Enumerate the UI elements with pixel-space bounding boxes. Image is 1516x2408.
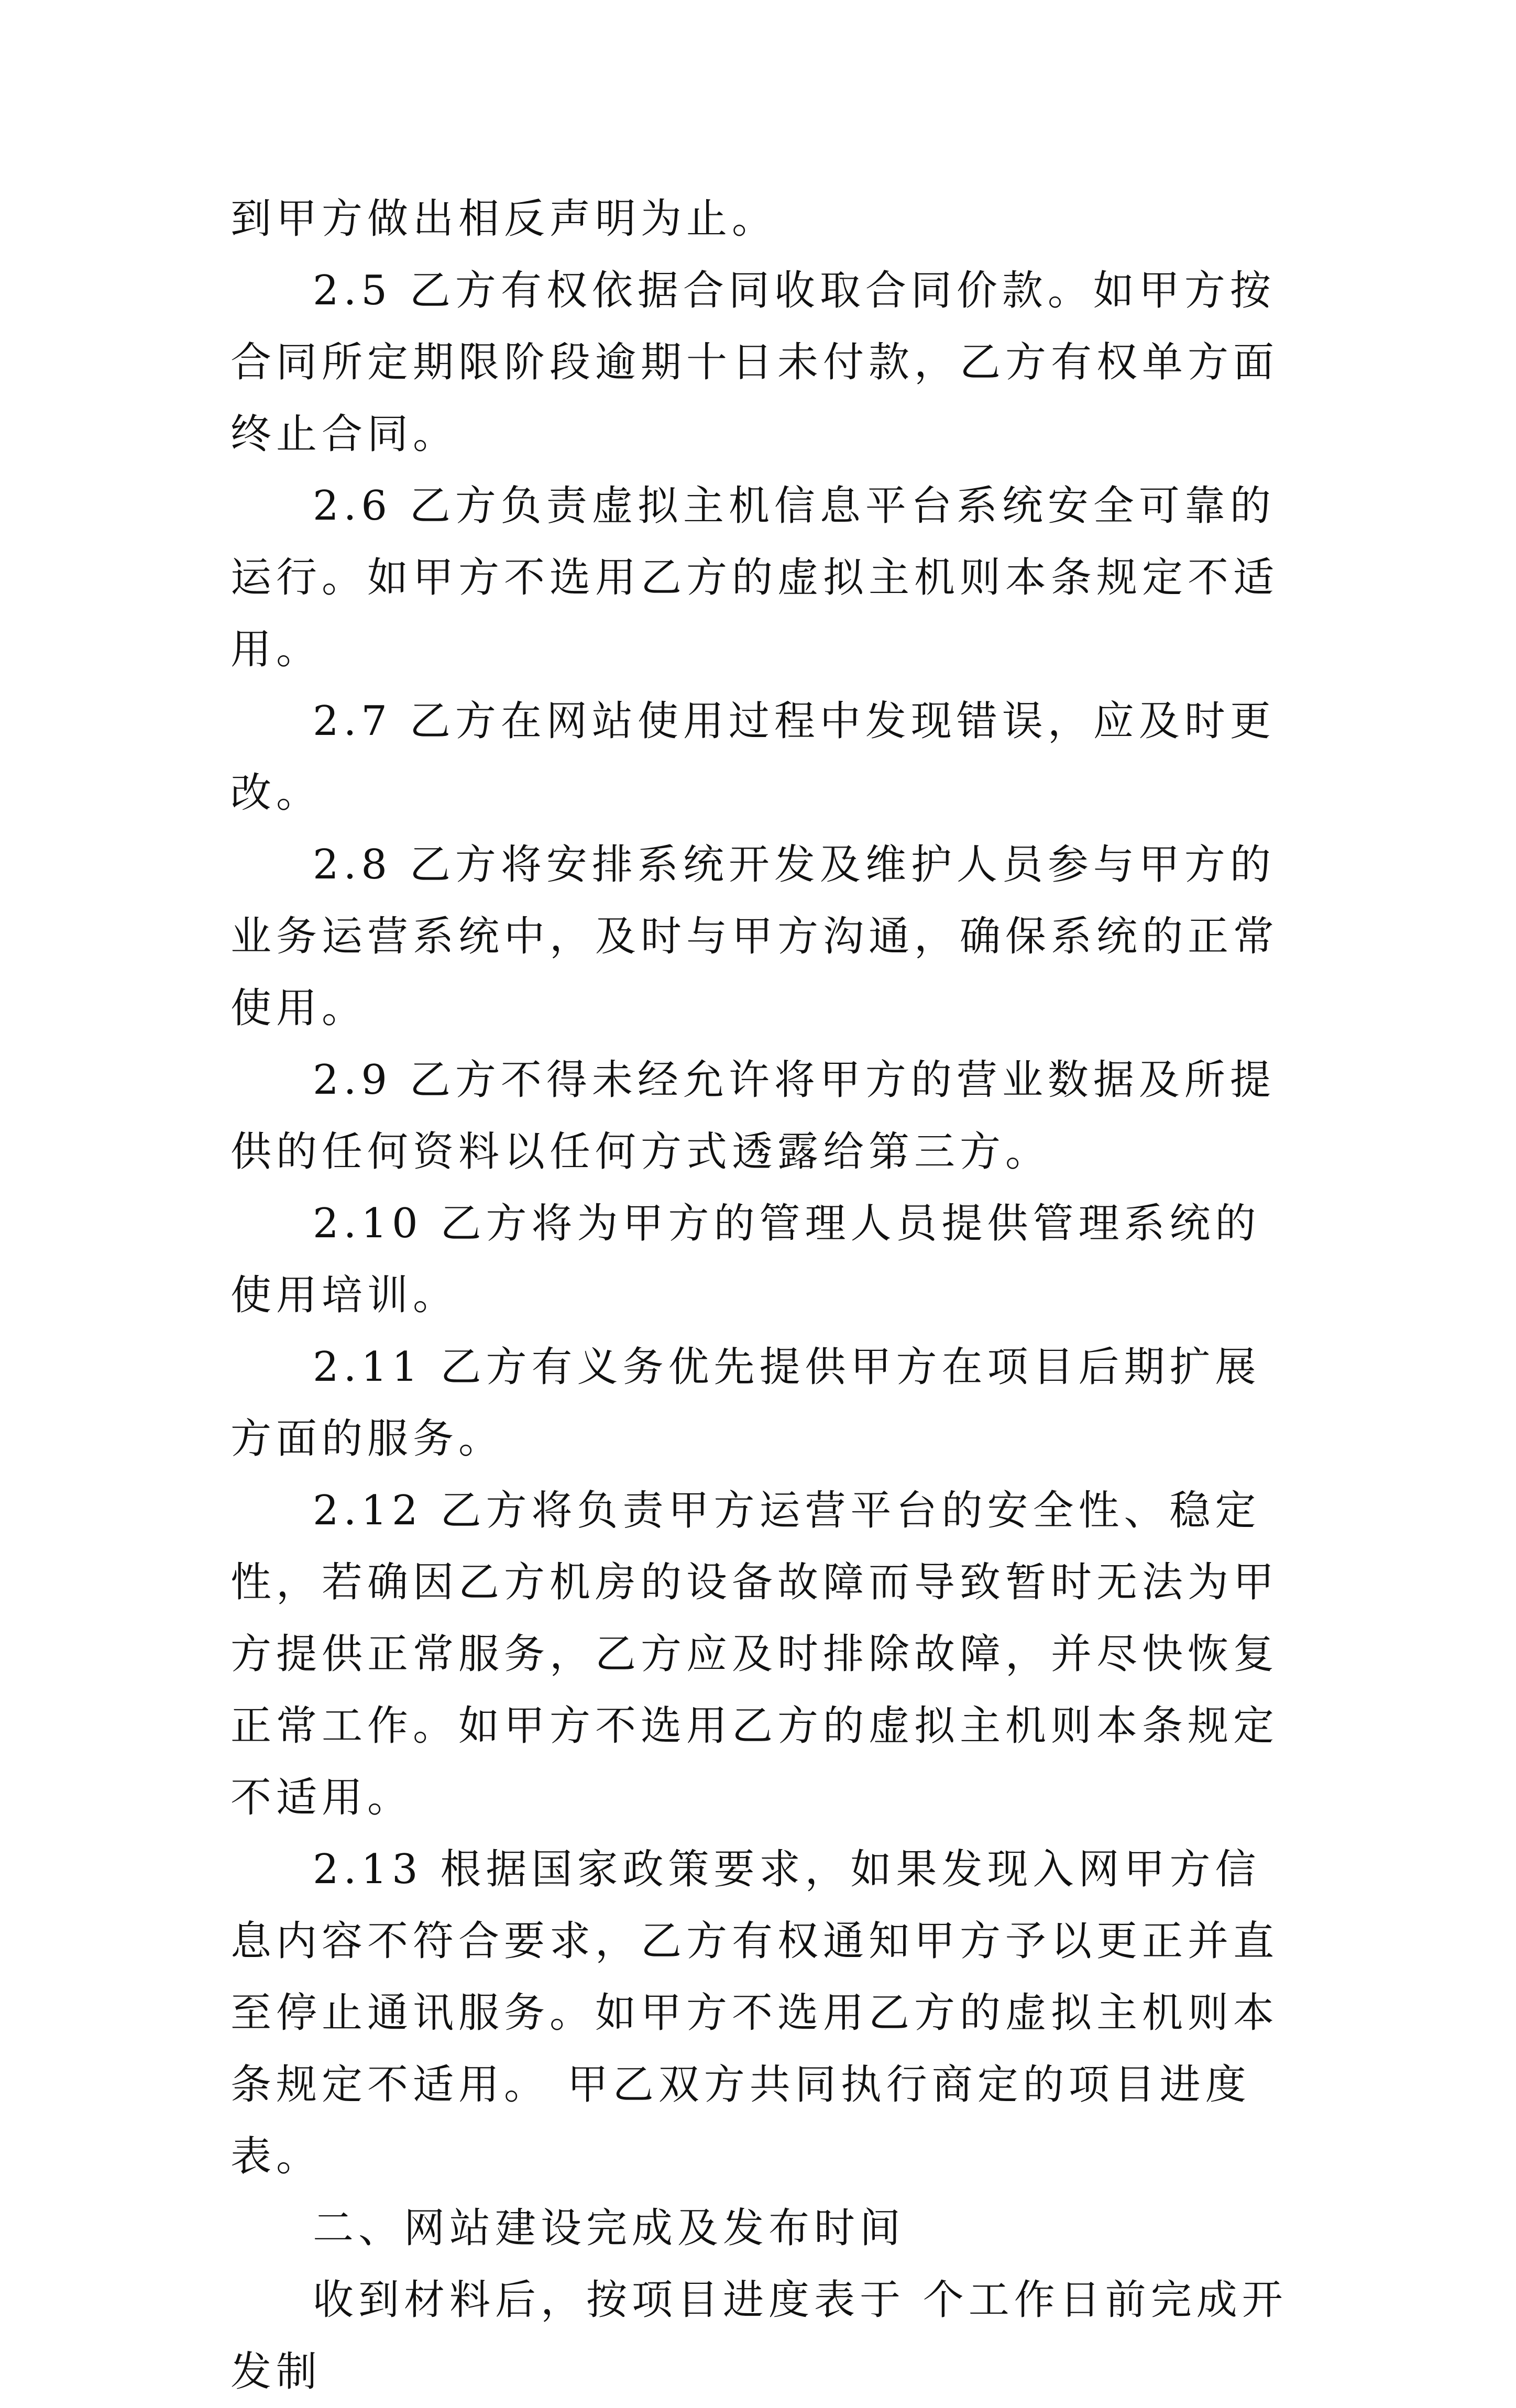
clause-2-6: 2.6 乙方负责虚拟主机信息平台系统安全可靠的运行。如甲方不选用乙方的虚拟主机则本条规定不适用。 (230, 482, 1279, 673)
paragraph-continuation: 到甲方做出相反声明为止。 (230, 195, 778, 243)
clause-2-7: 2.7 乙方在网站使用过程中发现错误，应及时更改。 (230, 698, 1276, 817)
clause-2-9: 2.9 乙方不得未经允许将甲方的营业数据及所提供的任何资料以任何方式透露给第三方。 (230, 1057, 1276, 1175)
clause-2-13: 2.13 根据国家政策要求，如果发现入网甲方信息内容不符合要求，乙方有权通知甲方予以更正并直至停止通讯服务。如甲方不选用乙方的虚拟主机则本条规定不适用。 甲乙双方共同执行商定的项目进度表。 (230, 1846, 1279, 2180)
clause-2-11: 2.11 乙方有义务优先提供甲方在项目后期扩展方面的服务。 (230, 1344, 1261, 1463)
document-body (230, 183, 1289, 2408)
section-heading: 二、网站建设完成及发布时间 (313, 2205, 906, 2252)
clause-2-12: 2.12 乙方将负责甲方运营平台的安全性、稳定性，若确因乙方机房的设备故障而导致暂时无法为甲方提供正常服务，乙方应及时排除故障，并尽快恢复正常工作。如甲方不选用乙方的虚拟主机则本条规定不适用。 (230, 1487, 1279, 1821)
paragraph-completion-time: 收到材料后，按项目进度表于 个工作日前完成开发制 (230, 2277, 1288, 2395)
clause-2-8: 2.8 乙方将安排系统开发及维护人员参与甲方的业务运营系统中，及时与甲方沟通，确保系统的正常使用。 (230, 841, 1279, 1032)
clause-2-5: 2.5 乙方有权依据合同收取合同价款。如甲方按合同所定期限阶段逾期十日未付款，乙方有权单方面终止合同。 (230, 267, 1279, 458)
clause-2-10: 2.10 乙方将为甲方的管理人员提供管理系统的使用培训。 (230, 1200, 1261, 1319)
